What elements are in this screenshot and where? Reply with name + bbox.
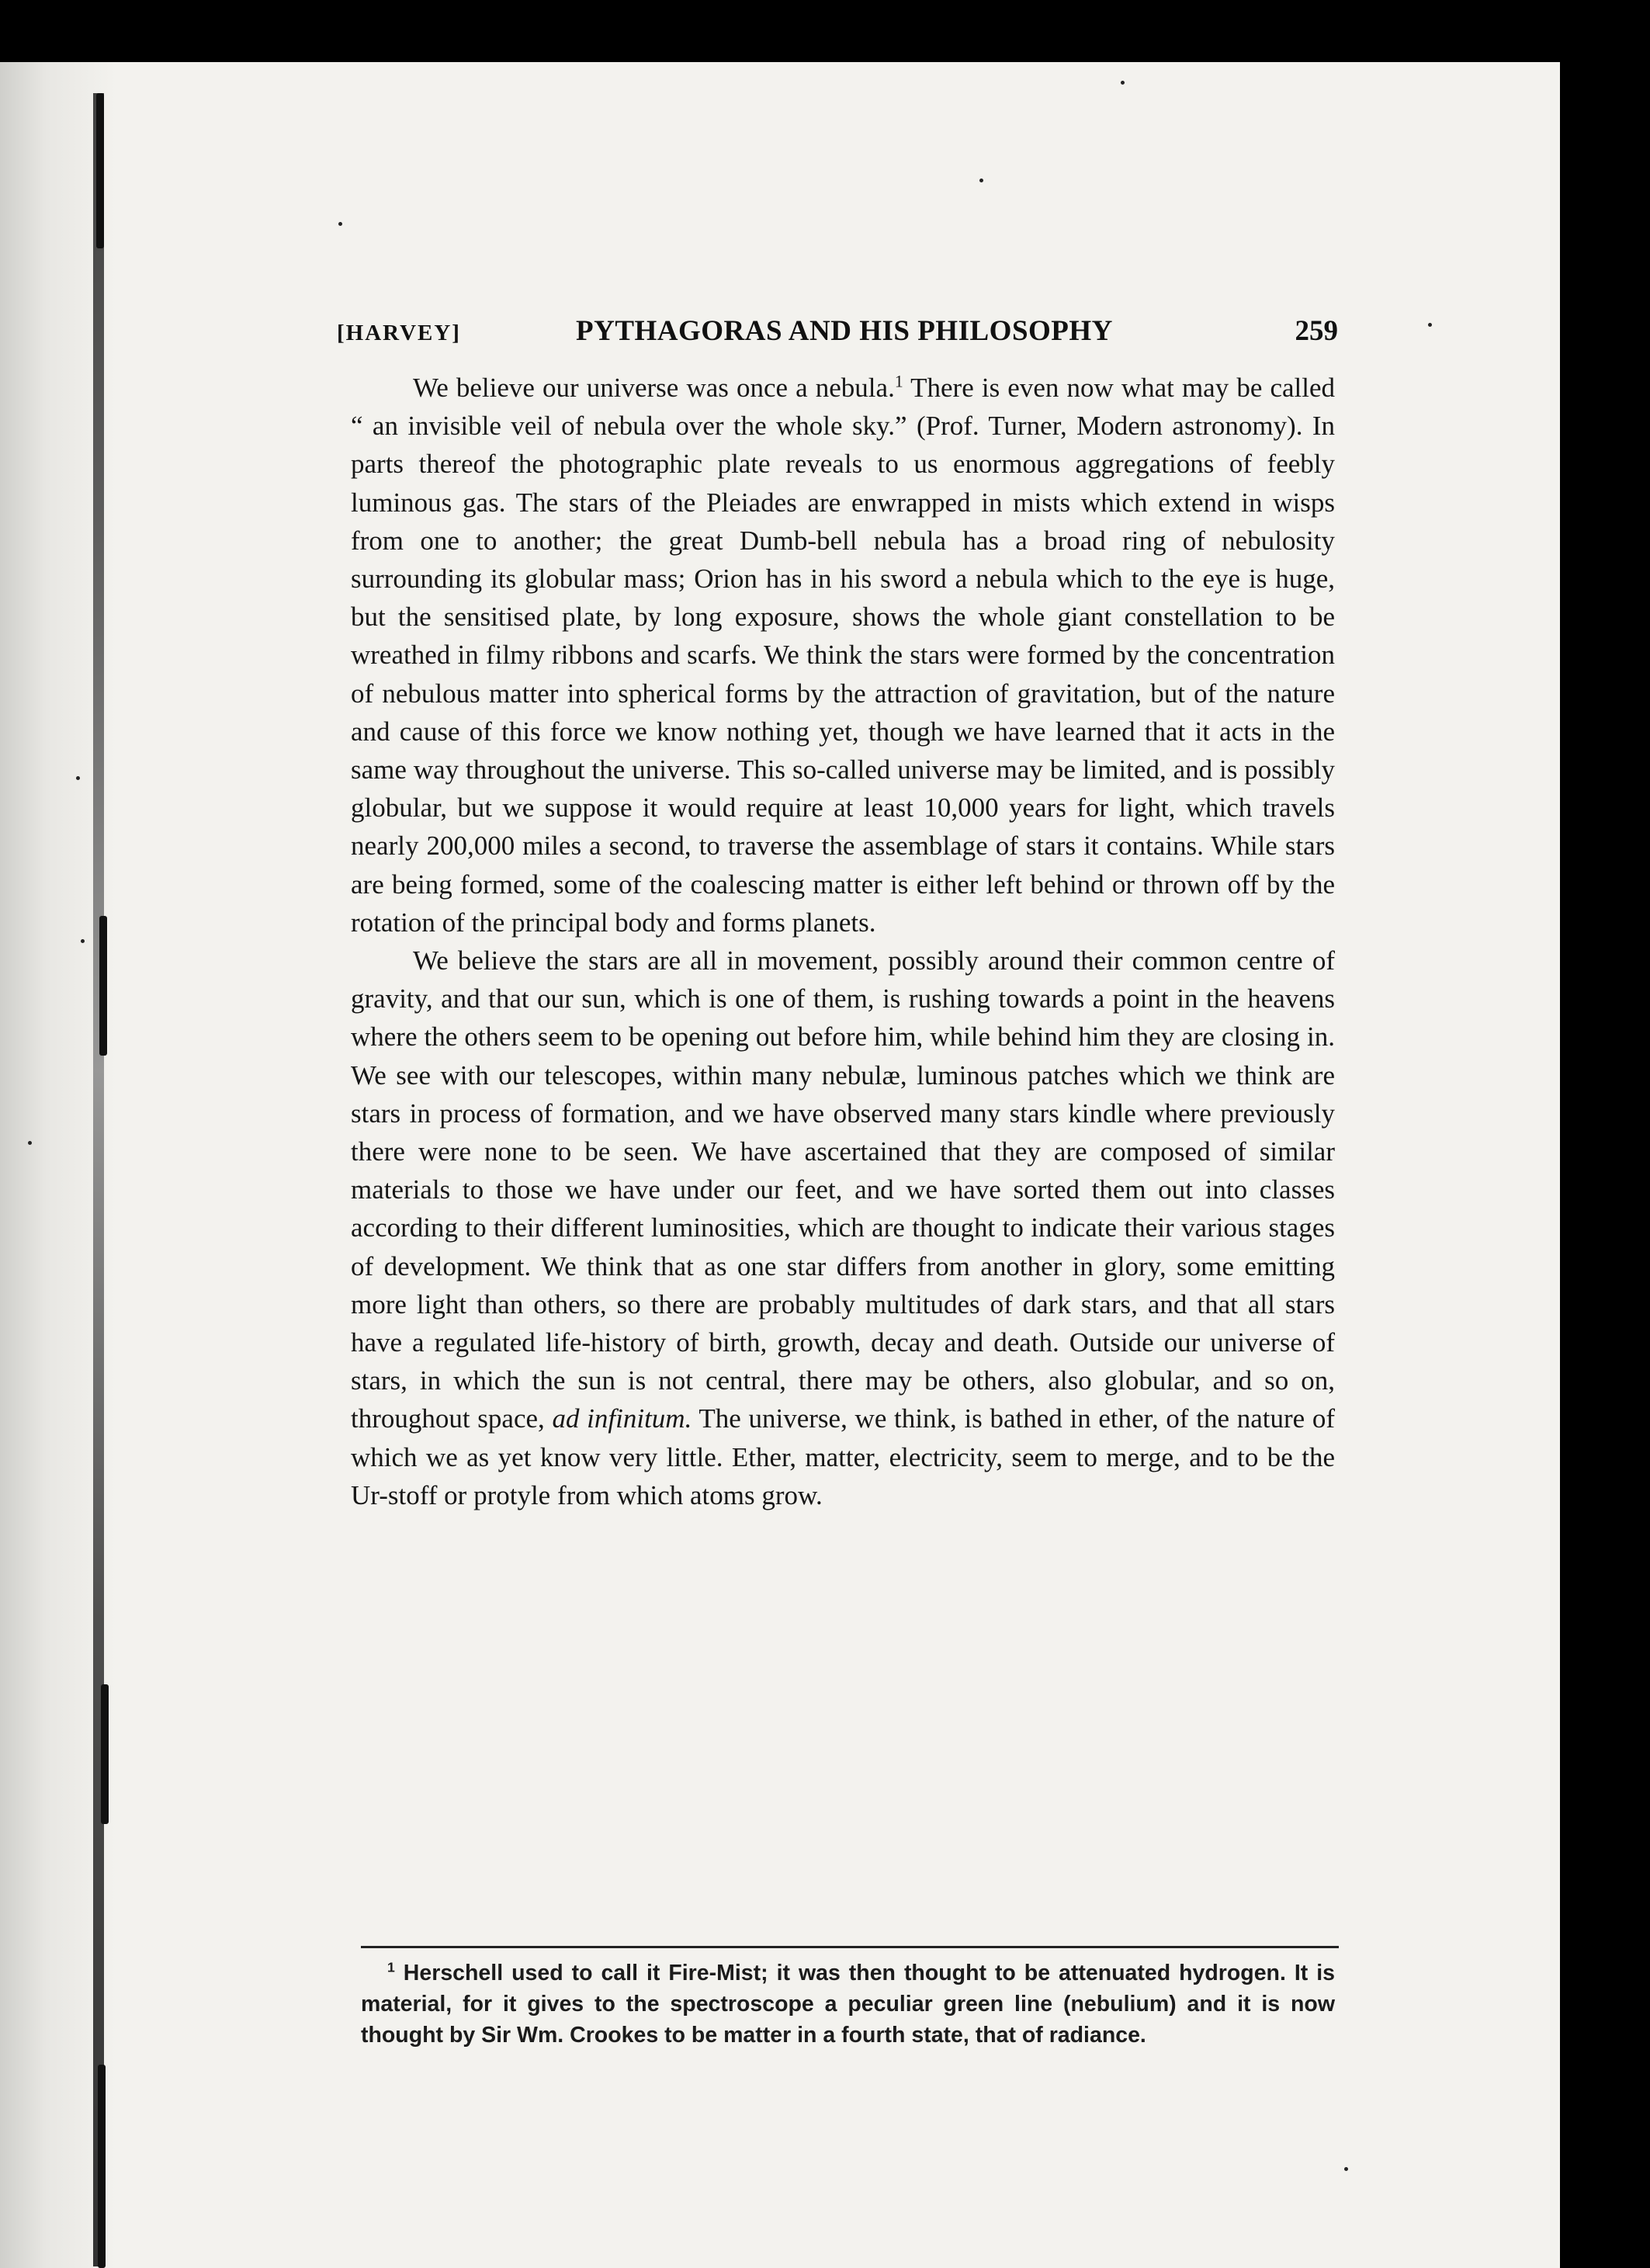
- paragraph-2-start: We believe the stars are all in movement, possibly around their common centre of gravity, and that our sun, which is one of them, is rushing towards a point in the heavens where the others seem to be opening out before him, while behind him they are closing in. We see with our telescopes, within many nebulæ, luminous patches which we think are stars in process of formation, and we have observed many stars kindle where previously there were none to be seen. We have ascertained that they are composed of similar materials to those we have under our feet, and we have sorted them out into classes according to their different luminosities, which are thought to indicate their various stages of development. We think that as one star differs from another in glory, some emitting more light than others, so there are probably multitudes of dark stars, and that all stars have a regulated life-history of birth, growth, decay and death. Outside our universe of stars, in which the sun is not central, there may be others, also globular, and so on, throughout space,: [351, 945, 1335, 1434]
- running-head: [337, 314, 1338, 361]
- speck: [76, 776, 80, 780]
- speck: [1428, 323, 1432, 327]
- binding-edge: [93, 93, 104, 2266]
- binding-mark: [101, 1684, 109, 1824]
- speck: [979, 179, 983, 182]
- footnote-reference: 1: [894, 372, 903, 391]
- speck: [338, 222, 342, 226]
- footnote-rule: [361, 1946, 1339, 1948]
- paragraph-1: [351, 369, 1335, 942]
- speck: [28, 1141, 32, 1145]
- binding-mark: [99, 916, 107, 1056]
- speck: [1121, 81, 1125, 85]
- paragraph-1-start: We believe our universe was once a nebula.: [413, 373, 895, 403]
- paragraph-2: [351, 942, 1335, 1514]
- body-text: [351, 369, 1335, 1514]
- book-page: [0, 62, 1560, 2268]
- speck: [1344, 2167, 1348, 2171]
- paragraph-2-rest: The universe, we think, is bathed in ether, of the nature of which we as yet know very little. Ether, matter, electricity, seem to merge, and to be the Ur-stoff or protyle from which atoms grow.: [351, 1403, 1336, 1510]
- footnote-text: Herschell used to call it Fire-Mist; it was then thought to be attenuated hydrogen. It is material, for it gives to the spectroscope a peculiar green line (nebulium) and it is now thought by Sir Wm. Crookes to be matter in a fourth state, that of radiance.: [361, 1961, 1335, 2048]
- binding-mark: [96, 93, 104, 248]
- page-number: 259: [1295, 315, 1338, 347]
- binding-mark: [98, 2065, 106, 2268]
- italic-phrase: ad infinitum.: [552, 1403, 692, 1434]
- footnote: [361, 1958, 1335, 2051]
- paragraph-1-rest: There is even now what may be called “ an invisible veil of nebula over the whole sky.” (Prof. Turner, Modern astronomy). In parts thereof the photographic plate reveals to us enormous aggregations of feebly luminous gas. The stars of the Pleiades are enwrapped in mists which extend in wisps from one to another; the great Dumb-bell nebula has a broad ring of nebulosity surrounding its globular mass; Orion has in his sword a nebula which to the eye is huge, but the sensitised plate, by long exposure, shows the whole giant constellation to be wreathed in filmy ribbons and scarfs. We think the stars were formed by the concentration of nebulous matter into spherical forms by the attraction of gravitation, but of the nature and cause of this force we know nothing yet, though we have learned that it acts in the same way throughout the universe. This so-called universe may be limited, and is possibly globular, but we suppose it would require at least 10,000 years for light, which travels nearly 200,000 miles a second, to traverse the assemblage of stars it contains. While stars are being formed, some of the coalescing matter is either left behind or thrown off by the rotation of the principal body and forms planets.: [351, 373, 1336, 938]
- running-head-author: [HARVEY]: [337, 321, 461, 345]
- footnote-marker: 1: [387, 1959, 395, 1975]
- running-head-title: PYTHAGORAS AND HIS PHILOSOPHY: [576, 315, 1113, 347]
- speck: [81, 939, 85, 943]
